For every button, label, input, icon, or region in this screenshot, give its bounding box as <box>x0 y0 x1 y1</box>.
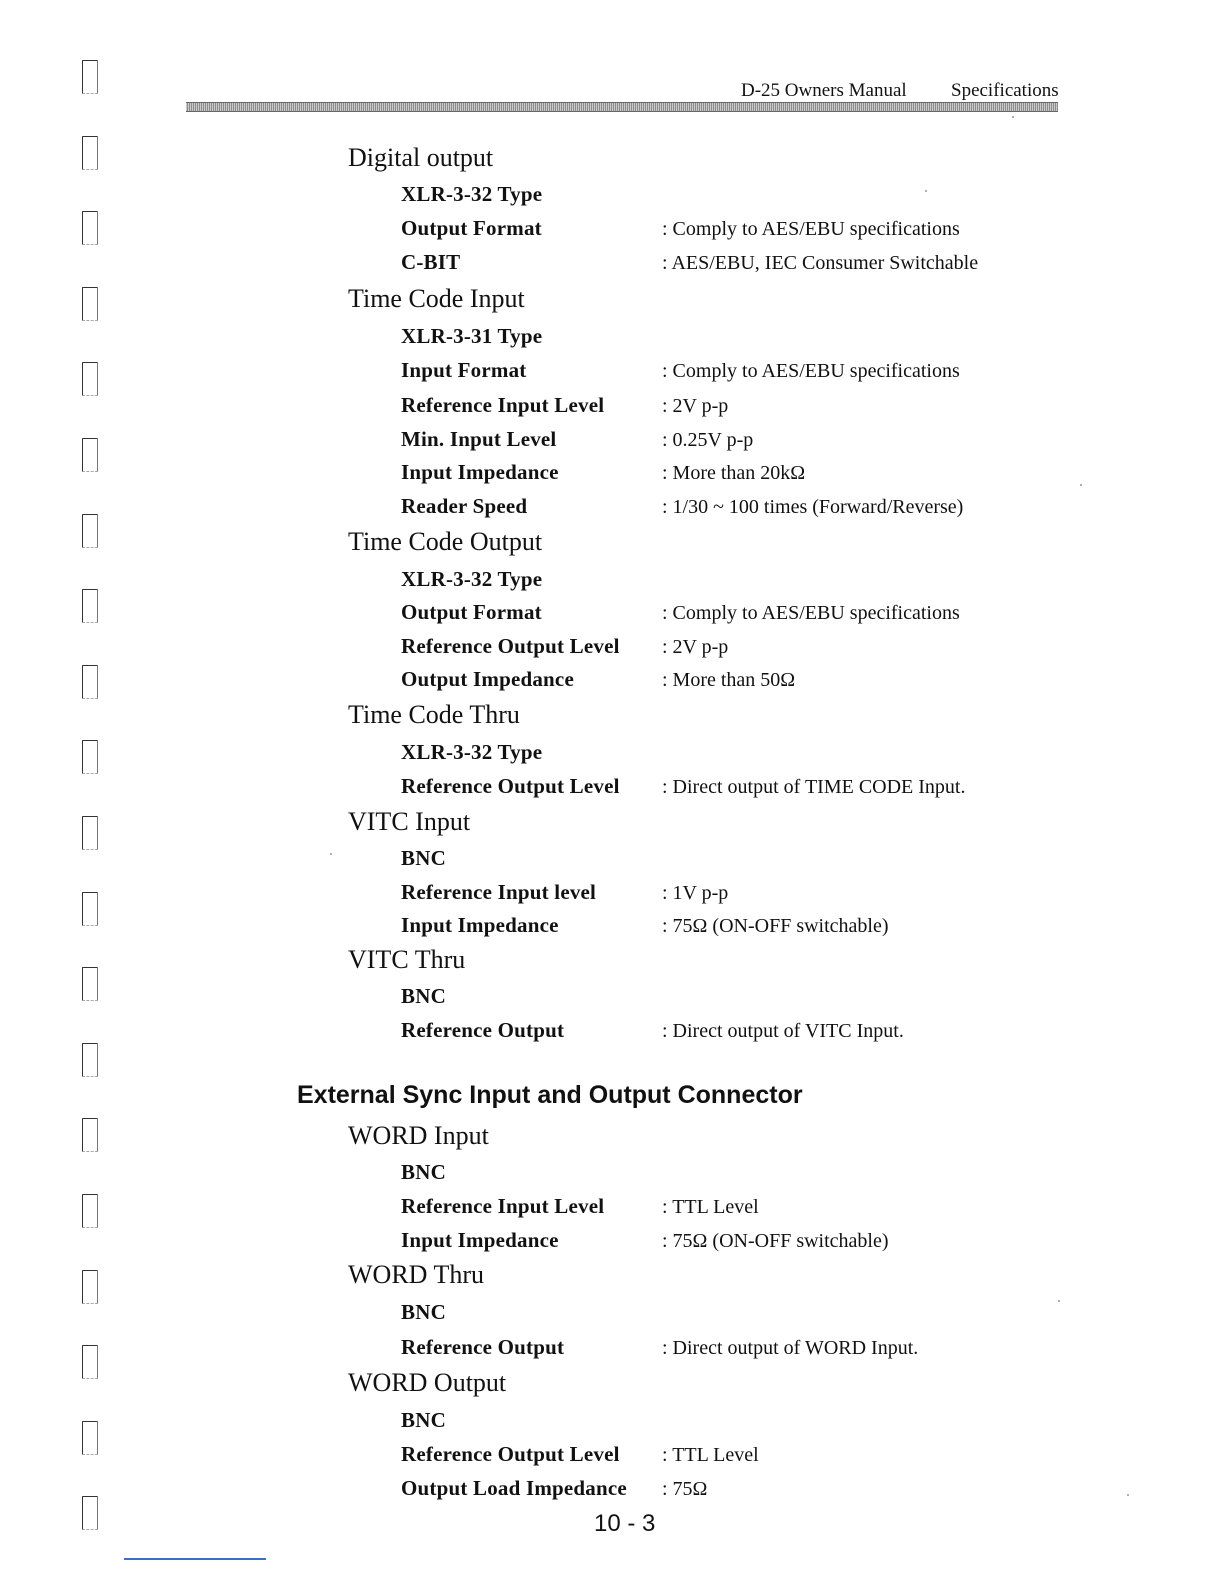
spec-value: : Direct output of VITC Input. <box>662 1020 904 1042</box>
spec-label: Reference Input level <box>401 880 597 904</box>
binder-hole <box>82 1043 98 1077</box>
section-heading: WORD Input <box>348 1121 489 1150</box>
spec-value: : 75Ω (ON-OFF switchable) <box>662 1230 889 1252</box>
binder-hole <box>82 892 98 926</box>
spec-label: XLR-3-32 Type <box>401 567 543 591</box>
spec-value: : TTL Level <box>662 1444 759 1466</box>
section-heading: VITC Thru <box>348 945 466 974</box>
section-heading: WORD Thru <box>348 1260 485 1289</box>
spec-value: : 75Ω <box>662 1478 708 1500</box>
binder-hole <box>82 1118 98 1152</box>
spec-label: Reference Input Level <box>401 393 605 417</box>
binder-hole <box>82 1194 98 1228</box>
spec-value: : 2V p-p <box>662 636 729 658</box>
scan-speck <box>1127 1494 1129 1496</box>
spec-label: Reference Output Level <box>401 774 620 798</box>
spec-label: C-BIT <box>401 250 461 274</box>
spec-value: : Comply to AES/EBU specifications <box>662 360 960 382</box>
spec-value: : Comply to AES/EBU specifications <box>662 218 960 240</box>
binder-hole <box>82 287 98 321</box>
spec-label: BNC <box>401 1408 446 1432</box>
section-title: Specifications <box>951 80 1059 101</box>
section-heading: Digital output <box>348 143 494 172</box>
section-heading: WORD Output <box>348 1368 507 1397</box>
binder-hole <box>82 1421 98 1455</box>
spec-value: : 75Ω (ON-OFF switchable) <box>662 915 889 937</box>
binder-hole <box>82 740 98 774</box>
binder-hole <box>82 1270 98 1304</box>
spec-value: : More than 20kΩ <box>662 462 806 484</box>
spec-value: : Comply to AES/EBU specifications <box>662 602 960 624</box>
binder-hole <box>82 60 98 94</box>
spec-label: Input Impedance <box>401 913 559 937</box>
spec-label: Reader Speed <box>401 494 528 518</box>
scan-speck <box>330 853 332 855</box>
spec-label: Output Impedance <box>401 667 574 691</box>
binder-hole <box>82 589 98 623</box>
spec-label: Output Format <box>401 600 542 624</box>
binder-hole <box>82 967 98 1001</box>
spec-value: : 1V p-p <box>662 882 729 904</box>
scan-speck <box>1012 116 1014 118</box>
spec-label: BNC <box>401 846 446 870</box>
manual-title: D-25 Owners Manual <box>741 80 907 101</box>
chapter-heading: External Sync Input and Output Connector <box>297 1081 803 1109</box>
spec-value: : 0.25V p-p <box>662 429 754 451</box>
spec-label: Min. Input Level <box>401 427 557 451</box>
binder-hole <box>82 514 98 548</box>
spec-label: Output Load Impedance <box>401 1476 627 1500</box>
scan-speck <box>1058 1300 1060 1302</box>
spec-label: Input Impedance <box>401 1228 559 1252</box>
spec-value: : AES/EBU, IEC Consumer Switchable <box>662 252 979 274</box>
spec-value: : 1/30 ~ 100 times (Forward/Reverse) <box>662 496 964 518</box>
page-number: 10 - 3 <box>594 1510 656 1537</box>
spec-label: Reference Output <box>401 1335 565 1359</box>
bottom-mark <box>124 1558 266 1560</box>
spec-label: Reference Output Level <box>401 1442 620 1466</box>
binder-hole <box>82 1345 98 1379</box>
spec-label: Reference Output Level <box>401 634 620 658</box>
spec-label: Reference Input Level <box>401 1194 605 1218</box>
spec-value: : More than 50Ω <box>662 669 796 691</box>
binder-hole <box>82 211 98 245</box>
spec-label: Input Format <box>401 358 527 382</box>
spec-label: XLR-3-31 Type <box>401 324 543 348</box>
spec-value: : Direct output of TIME CODE Input. <box>662 776 966 798</box>
spec-label: Input Impedance <box>401 460 559 484</box>
binder-hole <box>82 665 98 699</box>
section-heading: Time Code Output <box>348 527 543 556</box>
spec-value: : Direct output of WORD Input. <box>662 1337 919 1359</box>
section-heading: VITC Input <box>348 807 471 836</box>
spec-value: : 2V p-p <box>662 395 729 417</box>
spec-label: Output Format <box>401 216 542 240</box>
section-heading: Time Code Input <box>348 284 525 313</box>
header-rule <box>186 102 1058 112</box>
spec-label: Reference Output <box>401 1018 565 1042</box>
binder-hole <box>82 816 98 850</box>
scan-speck <box>1080 484 1082 486</box>
scan-speck <box>925 190 927 192</box>
binder-hole <box>82 1496 98 1530</box>
spec-value: : TTL Level <box>662 1196 759 1218</box>
binder-hole <box>82 438 98 472</box>
spec-label: XLR-3-32 Type <box>401 182 543 206</box>
spec-label: BNC <box>401 1160 446 1184</box>
spec-label: XLR-3-32 Type <box>401 740 543 764</box>
binder-hole <box>82 362 98 396</box>
spec-label: BNC <box>401 984 446 1008</box>
spec-label: BNC <box>401 1300 446 1324</box>
section-heading: Time Code Thru <box>348 700 520 729</box>
binder-hole <box>82 136 98 170</box>
